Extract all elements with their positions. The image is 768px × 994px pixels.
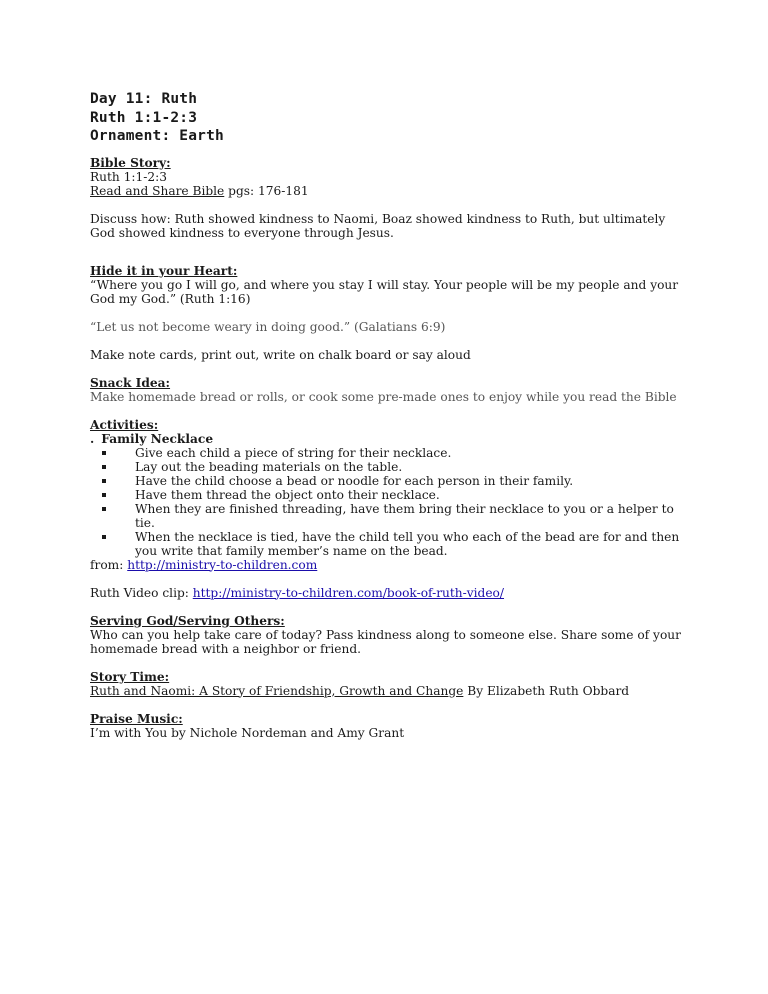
from-line — [90, 558, 690, 572]
bible-story-heading: Bible Story: — [90, 155, 171, 170]
title-reference: Ruth 1:1-2:3 — [90, 109, 198, 126]
title-day: Day 11: Ruth — [90, 91, 198, 107]
list-item: When they are finished threading, have them bring their necklace to you or a helper to tie. — [102, 502, 690, 530]
bible-book-pages: pgs: 176-181 — [224, 183, 309, 198]
discuss-paragraph: Discuss how: Ruth showed kindness to Naomi, Boaz showed kindness to Ruth, but ultimately God showed kindness to everyone through Jesus. — [90, 211, 666, 240]
document-body — [90, 90, 690, 740]
serving-heading: Serving God/Serving Others: — [90, 613, 285, 628]
snack-text: Make homemade bread or rolls, or cook some pre-made ones to enjoy while you read the Bible — [90, 389, 677, 404]
story-time-line — [90, 684, 690, 698]
ministry-link[interactable]: http://ministry-to-children.com — [127, 557, 318, 572]
hide-heart-heading: Hide it in your Heart: — [90, 263, 238, 278]
activity-steps-list — [90, 446, 690, 558]
list-item: Have them thread the object onto their necklace. — [102, 488, 690, 502]
ruth-video-link[interactable]: http://ministry-to-children.com/book-of-ruth-video/ — [192, 585, 505, 600]
verse-ruth: “Where you go I will go, and where you stay I will stay. Your people will be my people and your God my God.” (Ruth 1:16) — [90, 277, 679, 306]
story-book-author: By Elizabeth Ruth Obbard — [463, 683, 630, 698]
snack-heading: Snack Idea: — [90, 375, 171, 390]
from-label: from: — [90, 557, 128, 572]
bible-story-reference: Ruth 1:1-2:3 — [90, 169, 167, 184]
bible-story-book-line — [90, 184, 690, 198]
activity-bullet: . — [90, 431, 95, 446]
praise-text: I’m with You by Nichole Nordeman and Amy Grant — [90, 725, 405, 740]
story-book-title: Ruth and Naomi: A Story of Friendship, Growth and Change — [90, 683, 464, 698]
list-item: Give each child a piece of string for their necklace. — [102, 446, 690, 460]
bible-book-title: Read and Share Bible — [90, 183, 225, 198]
memorize-note: Make note cards, print out, write on chalk board or say aloud — [90, 347, 471, 362]
activity-title: Family Necklace — [101, 431, 214, 446]
story-time-heading: Story Time: — [90, 669, 170, 684]
activities-heading: Activities: — [90, 417, 159, 432]
list-item: Have the child choose a bead or noodle for each person in their family. — [102, 474, 690, 488]
verse-galatians: “Let us not become weary in doing good.” (Galatians 6:9) — [90, 319, 446, 334]
video-line — [90, 586, 690, 600]
activity-title-line — [90, 432, 690, 446]
video-label: Ruth Video clip: — [90, 585, 193, 600]
list-item: When the necklace is tied, have the child tell you who each of the bead are for and then you write that family member’s name on the bead. — [102, 530, 690, 558]
list-item: Lay out the beading materials on the table. — [102, 460, 690, 474]
serving-text: Who can you help take care of today? Pass kindness along to someone else. Share some of your homemade bread with a neighbor or friend. — [90, 627, 681, 656]
praise-heading: Praise Music: — [90, 711, 183, 726]
title-ornament: Ornament: Earth — [90, 128, 224, 144]
